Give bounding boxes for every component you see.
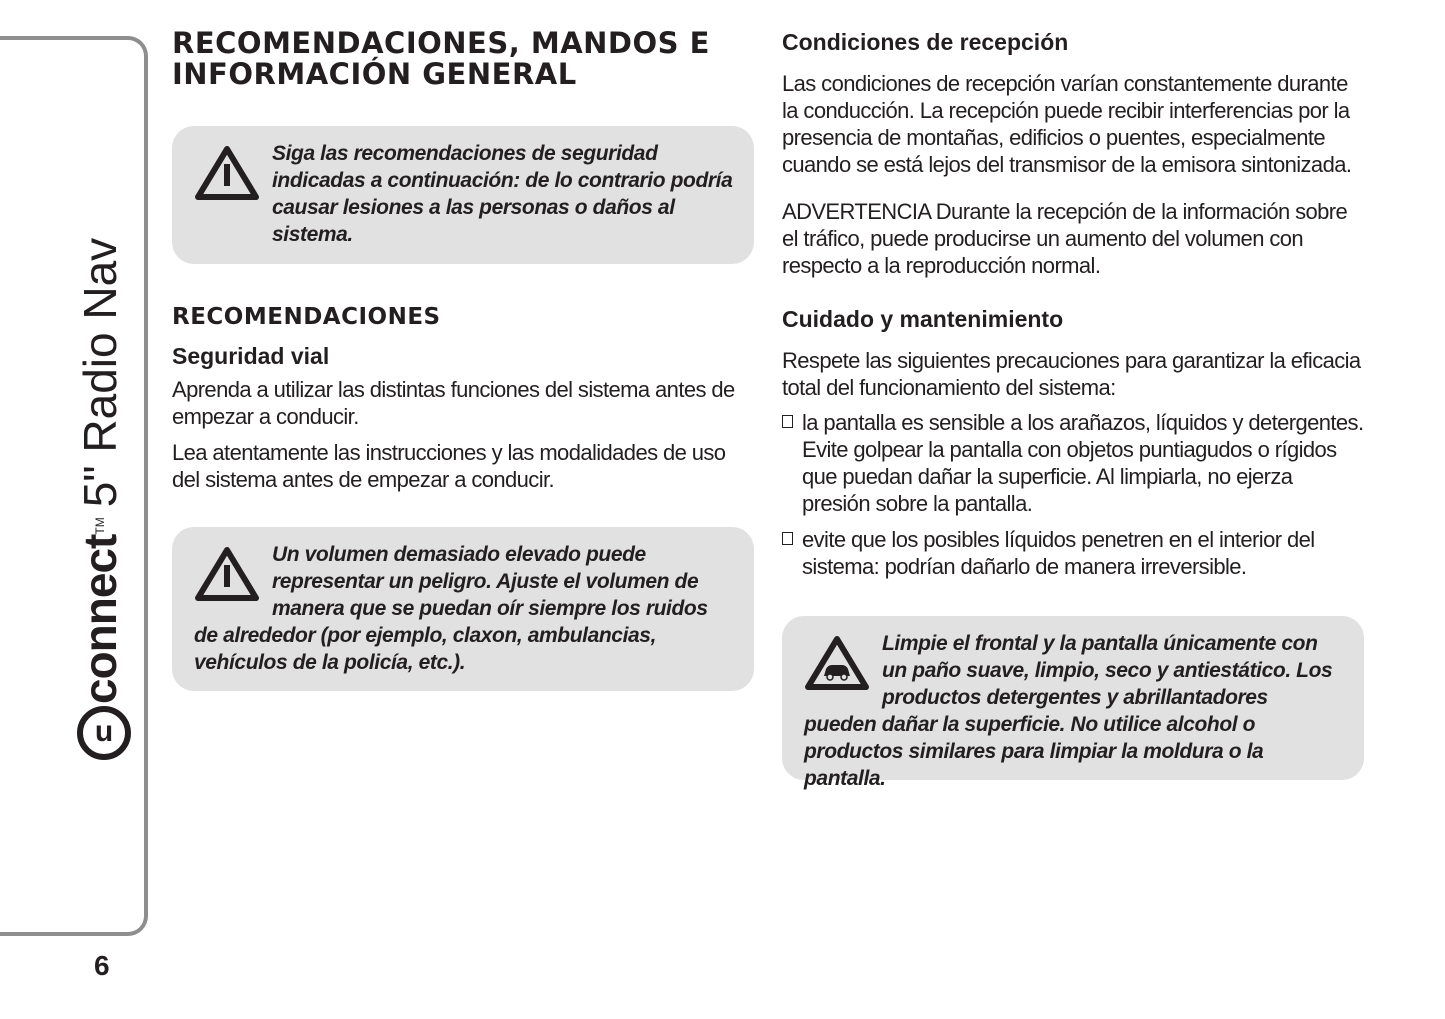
uconnect-logo-icon: u (77, 706, 131, 760)
care-heading: Cuidado y mantenimiento (782, 306, 1064, 332)
cleaning-warning-box (782, 616, 1364, 790)
reception-paragraph-1: Las condiciones de recepción varían constantemente durante la conducción. La recepción puede recibir interferencias por la presencia de montañas, edificios o puentes, especialmente cuando se está lejos del transmisor de la emisora sintonizada. (782, 71, 1352, 177)
model-name: 5" Radio Nav (74, 237, 126, 508)
page-number: 6 (94, 950, 110, 981)
uconnect-logo-text: connect (74, 534, 126, 704)
road-safety-paragraph-1: Aprenda a utilizar las distintas funciones del sistema antes de empezar a conducir. (172, 377, 735, 429)
checkbox-bullet-icon (782, 532, 793, 545)
volume-warning-box (172, 527, 754, 691)
warning-text: Siga las recomendaciones de seguridad indicadas a continuación: de lo contrario podría causar lesiones a las personas o daños al sistema. (272, 142, 733, 246)
warning-triangle-icon (194, 545, 260, 603)
recommendations-heading: RECOMENDACIONES (172, 304, 441, 330)
road-safety-paragraph-2: Lea atentamente las instrucciones y las modalidades de uso del sistema antes de empezar a conducir. (172, 440, 726, 492)
side-label (70, 238, 131, 760)
left-column (172, 28, 754, 691)
road-safety-heading: Seguridad vial (172, 343, 330, 369)
reception-heading: Condiciones de recepción (782, 29, 1069, 55)
trademark: TM (93, 517, 107, 535)
care-list (782, 409, 1364, 580)
checkbox-bullet-icon (782, 415, 793, 428)
warning-triangle-icon (194, 144, 260, 202)
warning-text: Un volumen demasiado elevado puede representar un peligro. Ajuste el volumen de manera que se puedan oír siempre los ruidos de alrededor (por ejemplo, claxon, ambulancias, vehículos de la policía, etc.). (194, 543, 708, 674)
list-item: la pantalla es sensible a los arañazos, líquidos y detergentes. Evite golpear la pantalla con objetos puntiagudos o rígidos que puedan dañar la superficie. Al limpiarla, no ejerza presión sobre la pantalla. (782, 409, 1364, 517)
page-title: RECOMENDACIONES, MANDOS E INFORMACIÓN GENERAL (172, 26, 710, 91)
car-warning-triangle-icon (804, 634, 870, 692)
warning-text: Limpie el frontal y la pantalla únicamente con un paño suave, limpio, seco y antiestático. Los productos detergentes y abrillantadores pueden dañar la superficie. No utilice alcohol o productos similares para limpiar la moldura o la pantalla. (804, 632, 1333, 790)
list-item: evite que los posibles líquidos penetren en el interior del sistema: podrían dañarlo de manera irreversible. (782, 526, 1364, 580)
right-column (782, 28, 1364, 790)
safety-warning-box (172, 126, 754, 264)
reception-paragraph-2: ADVERTENCIA Durante la recepción de la información sobre el tráfico, puede producirse un aumento del volumen con respecto a la reproducción normal. (782, 199, 1348, 278)
care-intro: Respete las siguientes precauciones para garantizar la eficacia total del funcionamiento del sistema: (782, 348, 1361, 400)
